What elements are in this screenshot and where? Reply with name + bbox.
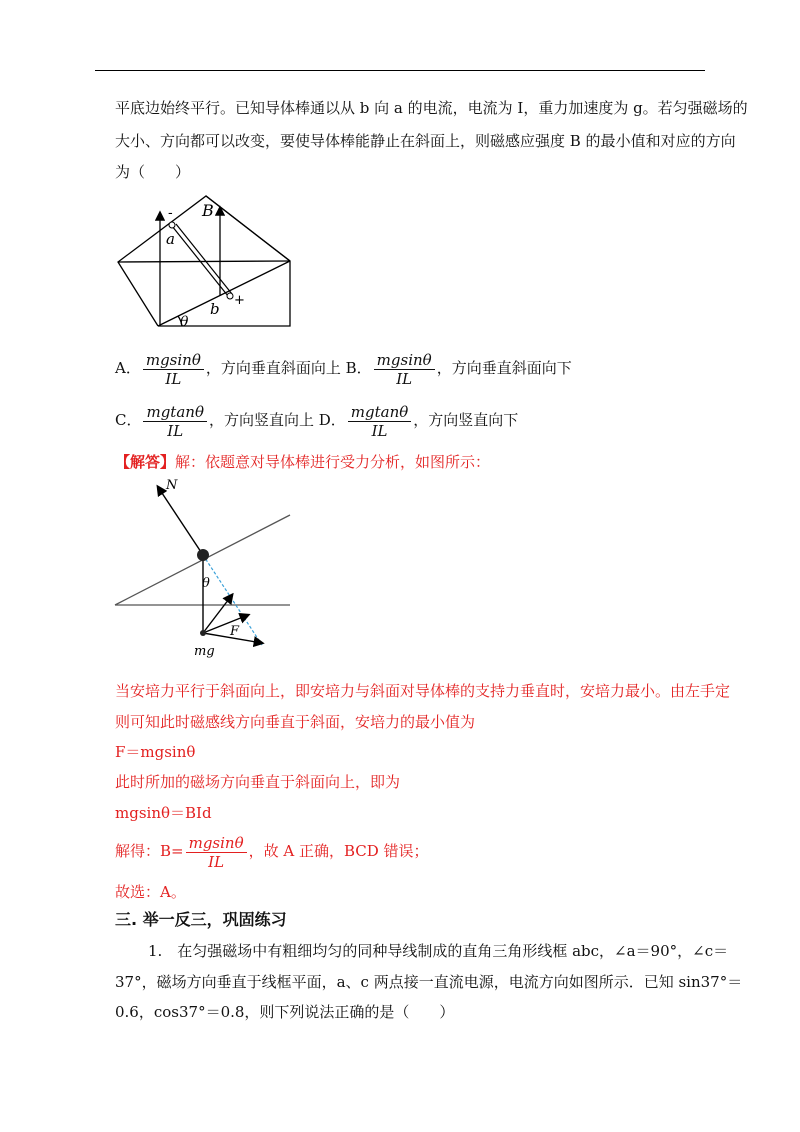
label-plus: + <box>234 293 245 308</box>
option-c-fraction: $\frac{mgtan\theta}{IL}$ <box>143 403 207 440</box>
problem-line-3: 为（ ） <box>115 163 191 181</box>
normal-force-arrow <box>158 487 203 555</box>
solve-prefix: 解得：B= <box>115 842 184 860</box>
label-mg: mg <box>194 644 215 659</box>
options-row-1 <box>115 350 572 388</box>
option-b-text: ，方向垂直斜面向下 <box>436 359 572 377</box>
label-N: N <box>166 478 178 493</box>
q1-line-2: 37°，磁场方向垂直于线框平面，a、c 两点接一直流电源，电流方向如图所示．已知 sin37°＝ <box>115 973 743 991</box>
option-a-text: ，方向垂直斜面向上 <box>205 359 341 377</box>
label-theta: θ <box>180 314 189 330</box>
label-theta-2: θ <box>202 576 210 591</box>
force-diagram <box>110 475 295 660</box>
answer-para-3: 此时所加的磁场方向垂直于斜面向上，即为 <box>115 773 401 791</box>
problem-line-1: 平底边始终平行。已知导体棒通以从 b 向 a 的电流，电流为 I，重力加速度为 g。若匀强磁场的 <box>115 99 748 117</box>
solve-fraction: $\frac{mgsin\theta}{IL}$ <box>186 834 247 871</box>
answer-choice: 故选：A。 <box>115 883 186 901</box>
answer-eq-1: F＝mgsinθ <box>115 743 196 761</box>
answer-intro-text: 解：依题意对导体棒进行受力分析，如图所示： <box>175 453 491 471</box>
option-b-prefix: B． <box>340 359 372 377</box>
q1-line-1: 1. 在匀强磁场中有粗细均匀的同种导线制成的直角三角形线框 abc，∠a＝90°，∠c＝ <box>148 942 729 960</box>
answer-tag: 【解答】 <box>115 453 176 471</box>
option-d-fraction: $\frac{mgtan\theta}{IL}$ <box>348 403 412 440</box>
q1-line-3: 0.6，cos37°＝0.8，则下列说法正确的是（ ） <box>115 1003 455 1021</box>
option-a-fraction: $\frac{mgsin\theta}{IL}$ <box>143 351 204 388</box>
option-b-fraction: $\frac{mgsin\theta}{IL}$ <box>374 351 435 388</box>
option-a-prefix: A． <box>115 359 141 377</box>
problem-line-2: 大小、方向都可以改变，要使导体棒能静止在斜面上，则磁感应强度 B 的最小值和对应的方向 <box>115 132 736 150</box>
label-F: F <box>230 624 240 639</box>
label-b: b <box>210 300 220 318</box>
answer-para-2: 则可知此时磁感线方向垂直于斜面，安培力的最小值为 <box>115 713 476 731</box>
options-row-2 <box>115 402 518 440</box>
answer-solve <box>115 833 429 871</box>
label-B: B <box>202 201 214 220</box>
option-d-text: ，方向竖直向下 <box>413 411 519 429</box>
option-c-text: ，方向竖直向上 <box>208 411 314 429</box>
answer-para-1: 当安培力平行于斜面向上，即安培力与斜面对导体棒的支持力垂直时，安培力最小。由左手定 <box>115 682 731 700</box>
solve-suffix: ，故 A 正确，BCD 错误； <box>248 842 429 860</box>
option-c-prefix: C． <box>115 411 142 429</box>
label-minus: - <box>168 206 173 221</box>
section-title: 三. 举一反三，巩固练习 <box>115 910 287 929</box>
option-d-prefix: D． <box>314 411 346 429</box>
answer-eq-2: mgsinθ＝BId <box>115 804 212 822</box>
answer-intro <box>115 451 490 473</box>
conductor-cross-section <box>197 549 209 561</box>
label-a: a <box>166 230 175 248</box>
incline-figure <box>110 188 300 333</box>
header-rule <box>95 70 705 71</box>
